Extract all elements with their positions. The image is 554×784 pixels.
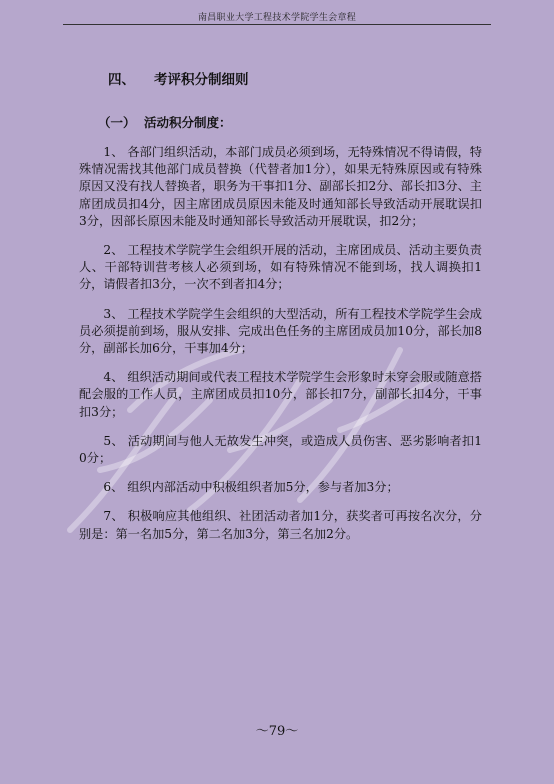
paragraph-6: 6、 组织内部活动中积极组织者加5分，参与者加3分； (103, 480, 399, 495)
section-heading (108, 68, 249, 88)
page-number: ～79～ (255, 724, 299, 739)
paragraph-5: 5、 活动期间与他人无故发生冲突，或造成人员伤害、恶劣影响者扣10分； (79, 433, 482, 466)
subsection-number: （一） (98, 115, 136, 130)
section-number: 四、 (108, 72, 135, 88)
paragraph-2: 2、 工程技术学院学生会组织开展的活动，主席团成员、活动主要负责人、干部特训营考核人必须到场，如有特殊情况不能到场，找人调换扣1分，请假者扣3分，一次不到者扣4分； (79, 243, 482, 292)
paragraph-1: 1、 各部门组织活动，本部门成员必须到场，无特殊情况不得请假，特殊情况需找其他部门成员替换（代替者加1分），如果无特殊原因或有特殊原因又没有找人替换者，职务为干事扣1分、副部长扣2分、部长扣3分、主席团成员扣4分，因主席团成员原因未能及时通知部长导致活动开展耽误扣3分，因部长原因未能及时通知部长导致活动开展耽误，扣2分； (79, 145, 482, 228)
body-text (79, 144, 482, 555)
paragraph-7: 7、 积极响应其他组织、社团活动者加1分，获奖者可再按名次分，分别是：第一名加5分，第二名加3分，第三名加2分。 (79, 509, 482, 541)
paragraph-4: 4、 组织活动期间或代表工程技术学院学生会形象时未穿会服或随意搭配会服的工作人员，主席团成员扣10分，部长扣7分，副部长扣4分，干事扣3分； (79, 370, 482, 419)
running-header: 南昌职业大学工程技术学院学生会章程 (197, 13, 357, 23)
subsection-title: 活动积分制度： (144, 115, 232, 130)
subsection-heading (98, 113, 232, 131)
header-rule (63, 24, 491, 25)
paragraph-3: 3、 工程技术学院学生会组织的大型活动，所有工程技术学院学生会成员必须提前到场，服从安排、完成出色任务的主席团成员加10分，部长加8分，副部长加6分，干事加4分； (79, 306, 482, 356)
section-title: 考评积分制细则 (154, 72, 249, 88)
